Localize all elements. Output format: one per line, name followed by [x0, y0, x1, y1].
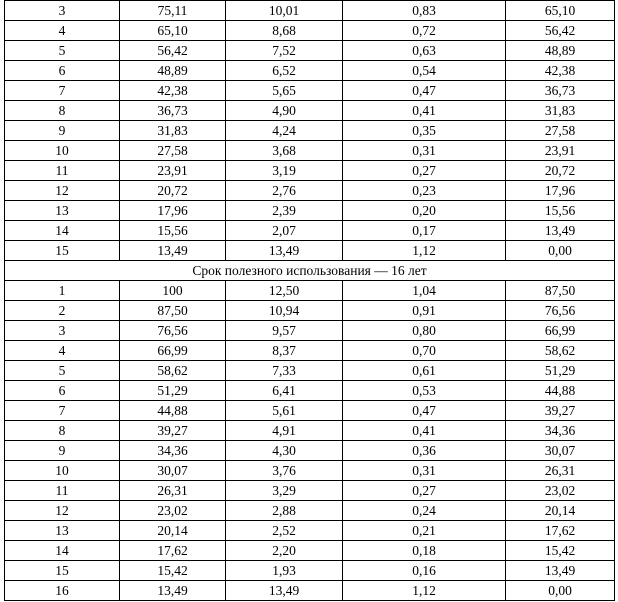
end-value-cell: 0,00	[506, 581, 615, 601]
annual-amount-cell: 8,68	[226, 21, 343, 41]
monthly-amount-cell: 0,18	[343, 541, 506, 561]
annual-amount-cell: 2,20	[226, 541, 343, 561]
monthly-amount-cell: 0,47	[343, 81, 506, 101]
table-row	[5, 201, 615, 221]
end-value-cell: 76,56	[506, 301, 615, 321]
table-row	[5, 301, 615, 321]
table-row	[5, 21, 615, 41]
annual-amount-cell: 5,65	[226, 81, 343, 101]
year-cell: 2	[5, 301, 120, 321]
monthly-amount-cell: 0,63	[343, 41, 506, 61]
start-value-cell: 15,56	[120, 221, 226, 241]
section-heading-row	[5, 261, 615, 281]
monthly-amount-cell: 0,41	[343, 421, 506, 441]
year-cell: 15	[5, 241, 120, 261]
end-value-cell: 48,89	[506, 41, 615, 61]
monthly-amount-cell: 0,83	[343, 1, 506, 21]
start-value-cell: 20,14	[120, 521, 226, 541]
annual-amount-cell: 2,07	[226, 221, 343, 241]
table-row	[5, 241, 615, 261]
section-heading: Срок полезного использования — 16 лет	[5, 261, 615, 281]
annual-amount-cell: 8,37	[226, 341, 343, 361]
monthly-amount-cell: 0,53	[343, 381, 506, 401]
end-value-cell: 26,31	[506, 461, 615, 481]
start-value-cell: 48,89	[120, 61, 226, 81]
annual-amount-cell: 13,49	[226, 241, 343, 261]
table-row	[5, 561, 615, 581]
annual-amount-cell: 5,61	[226, 401, 343, 421]
table-row	[5, 381, 615, 401]
year-cell: 14	[5, 541, 120, 561]
year-cell: 12	[5, 181, 120, 201]
end-value-cell: 27,58	[506, 121, 615, 141]
monthly-amount-cell: 0,24	[343, 501, 506, 521]
end-value-cell: 20,72	[506, 161, 615, 181]
year-cell: 7	[5, 401, 120, 421]
year-cell: 6	[5, 61, 120, 81]
table-row	[5, 81, 615, 101]
monthly-amount-cell: 1,12	[343, 241, 506, 261]
year-cell: 12	[5, 501, 120, 521]
end-value-cell: 65,10	[506, 1, 615, 21]
start-value-cell: 17,62	[120, 541, 226, 561]
table-row	[5, 141, 615, 161]
annual-amount-cell: 3,76	[226, 461, 343, 481]
table-row	[5, 481, 615, 501]
year-cell: 13	[5, 201, 120, 221]
end-value-cell: 13,49	[506, 221, 615, 241]
monthly-amount-cell: 0,47	[343, 401, 506, 421]
annual-amount-cell: 2,88	[226, 501, 343, 521]
start-value-cell: 87,50	[120, 301, 226, 321]
annual-amount-cell: 2,52	[226, 521, 343, 541]
annual-amount-cell: 10,01	[226, 1, 343, 21]
table-row	[5, 581, 615, 601]
table-row	[5, 121, 615, 141]
monthly-amount-cell: 0,70	[343, 341, 506, 361]
year-cell: 11	[5, 481, 120, 501]
end-value-cell: 87,50	[506, 281, 615, 301]
start-value-cell: 34,36	[120, 441, 226, 461]
annual-amount-cell: 10,94	[226, 301, 343, 321]
start-value-cell: 100	[120, 281, 226, 301]
start-value-cell: 39,27	[120, 421, 226, 441]
monthly-amount-cell: 0,80	[343, 321, 506, 341]
monthly-amount-cell: 0,41	[343, 101, 506, 121]
table-row	[5, 221, 615, 241]
table-row	[5, 521, 615, 541]
table-row	[5, 541, 615, 561]
monthly-amount-cell: 0,17	[343, 221, 506, 241]
table-row	[5, 1, 615, 21]
start-value-cell: 36,73	[120, 101, 226, 121]
table-row	[5, 161, 615, 181]
end-value-cell: 66,99	[506, 321, 615, 341]
annual-amount-cell: 12,50	[226, 281, 343, 301]
start-value-cell: 42,38	[120, 81, 226, 101]
table-row	[5, 501, 615, 521]
table-row	[5, 361, 615, 381]
table-row	[5, 101, 615, 121]
end-value-cell: 0,00	[506, 241, 615, 261]
end-value-cell: 23,02	[506, 481, 615, 501]
monthly-amount-cell: 0,31	[343, 461, 506, 481]
end-value-cell: 34,36	[506, 421, 615, 441]
table-row	[5, 181, 615, 201]
end-value-cell: 36,73	[506, 81, 615, 101]
start-value-cell: 15,42	[120, 561, 226, 581]
year-cell: 7	[5, 81, 120, 101]
year-cell: 8	[5, 101, 120, 121]
table-row	[5, 61, 615, 81]
start-value-cell: 58,62	[120, 361, 226, 381]
end-value-cell: 15,42	[506, 541, 615, 561]
start-value-cell: 20,72	[120, 181, 226, 201]
year-cell: 3	[5, 1, 120, 21]
monthly-amount-cell: 0,36	[343, 441, 506, 461]
end-value-cell: 20,14	[506, 501, 615, 521]
year-cell: 15	[5, 561, 120, 581]
end-value-cell: 39,27	[506, 401, 615, 421]
start-value-cell: 75,11	[120, 1, 226, 21]
year-cell: 11	[5, 161, 120, 181]
start-value-cell: 51,29	[120, 381, 226, 401]
monthly-amount-cell: 0,27	[343, 161, 506, 181]
end-value-cell: 17,96	[506, 181, 615, 201]
table-row	[5, 341, 615, 361]
annual-amount-cell: 4,30	[226, 441, 343, 461]
start-value-cell: 23,02	[120, 501, 226, 521]
year-cell: 8	[5, 421, 120, 441]
year-cell: 10	[5, 141, 120, 161]
table-row	[5, 41, 615, 61]
monthly-amount-cell: 0,61	[343, 361, 506, 381]
monthly-amount-cell: 0,72	[343, 21, 506, 41]
table-row	[5, 281, 615, 301]
table-row	[5, 461, 615, 481]
monthly-amount-cell: 1,12	[343, 581, 506, 601]
annual-amount-cell: 7,52	[226, 41, 343, 61]
year-cell: 9	[5, 441, 120, 461]
start-value-cell: 44,88	[120, 401, 226, 421]
year-cell: 1	[5, 281, 120, 301]
monthly-amount-cell: 0,16	[343, 561, 506, 581]
year-cell: 14	[5, 221, 120, 241]
end-value-cell: 15,56	[506, 201, 615, 221]
monthly-amount-cell: 0,31	[343, 141, 506, 161]
end-value-cell: 31,83	[506, 101, 615, 121]
year-cell: 16	[5, 581, 120, 601]
annual-amount-cell: 13,49	[226, 581, 343, 601]
annual-amount-cell: 6,41	[226, 381, 343, 401]
table-row	[5, 321, 615, 341]
year-cell: 10	[5, 461, 120, 481]
table-row	[5, 401, 615, 421]
year-cell: 3	[5, 321, 120, 341]
monthly-amount-cell: 0,27	[343, 481, 506, 501]
start-value-cell: 13,49	[120, 581, 226, 601]
monthly-amount-cell: 0,35	[343, 121, 506, 141]
year-cell: 4	[5, 21, 120, 41]
end-value-cell: 13,49	[506, 561, 615, 581]
monthly-amount-cell: 0,21	[343, 521, 506, 541]
start-value-cell: 27,58	[120, 141, 226, 161]
monthly-amount-cell: 0,91	[343, 301, 506, 321]
end-value-cell: 42,38	[506, 61, 615, 81]
end-value-cell: 51,29	[506, 361, 615, 381]
annual-amount-cell: 3,19	[226, 161, 343, 181]
year-cell: 4	[5, 341, 120, 361]
end-value-cell: 30,07	[506, 441, 615, 461]
start-value-cell: 26,31	[120, 481, 226, 501]
start-value-cell: 66,99	[120, 341, 226, 361]
annual-amount-cell: 2,76	[226, 181, 343, 201]
table-body	[5, 1, 615, 601]
end-value-cell: 17,62	[506, 521, 615, 541]
start-value-cell: 31,83	[120, 121, 226, 141]
annual-amount-cell: 4,91	[226, 421, 343, 441]
start-value-cell: 76,56	[120, 321, 226, 341]
year-cell: 5	[5, 41, 120, 61]
annual-amount-cell: 6,52	[226, 61, 343, 81]
start-value-cell: 23,91	[120, 161, 226, 181]
monthly-amount-cell: 0,23	[343, 181, 506, 201]
annual-amount-cell: 3,29	[226, 481, 343, 501]
annual-amount-cell: 9,57	[226, 321, 343, 341]
monthly-amount-cell: 0,20	[343, 201, 506, 221]
end-value-cell: 58,62	[506, 341, 615, 361]
table-row	[5, 441, 615, 461]
year-cell: 13	[5, 521, 120, 541]
start-value-cell: 17,96	[120, 201, 226, 221]
annual-amount-cell: 7,33	[226, 361, 343, 381]
end-value-cell: 23,91	[506, 141, 615, 161]
annual-amount-cell: 2,39	[226, 201, 343, 221]
year-cell: 6	[5, 381, 120, 401]
end-value-cell: 56,42	[506, 21, 615, 41]
year-cell: 5	[5, 361, 120, 381]
annual-amount-cell: 4,90	[226, 101, 343, 121]
monthly-amount-cell: 1,04	[343, 281, 506, 301]
annual-amount-cell: 4,24	[226, 121, 343, 141]
year-cell: 9	[5, 121, 120, 141]
start-value-cell: 13,49	[120, 241, 226, 261]
end-value-cell: 44,88	[506, 381, 615, 401]
annual-amount-cell: 1,93	[226, 561, 343, 581]
start-value-cell: 65,10	[120, 21, 226, 41]
start-value-cell: 56,42	[120, 41, 226, 61]
start-value-cell: 30,07	[120, 461, 226, 481]
annual-amount-cell: 3,68	[226, 141, 343, 161]
monthly-amount-cell: 0,54	[343, 61, 506, 81]
table-row	[5, 421, 615, 441]
depreciation-table	[4, 0, 615, 601]
